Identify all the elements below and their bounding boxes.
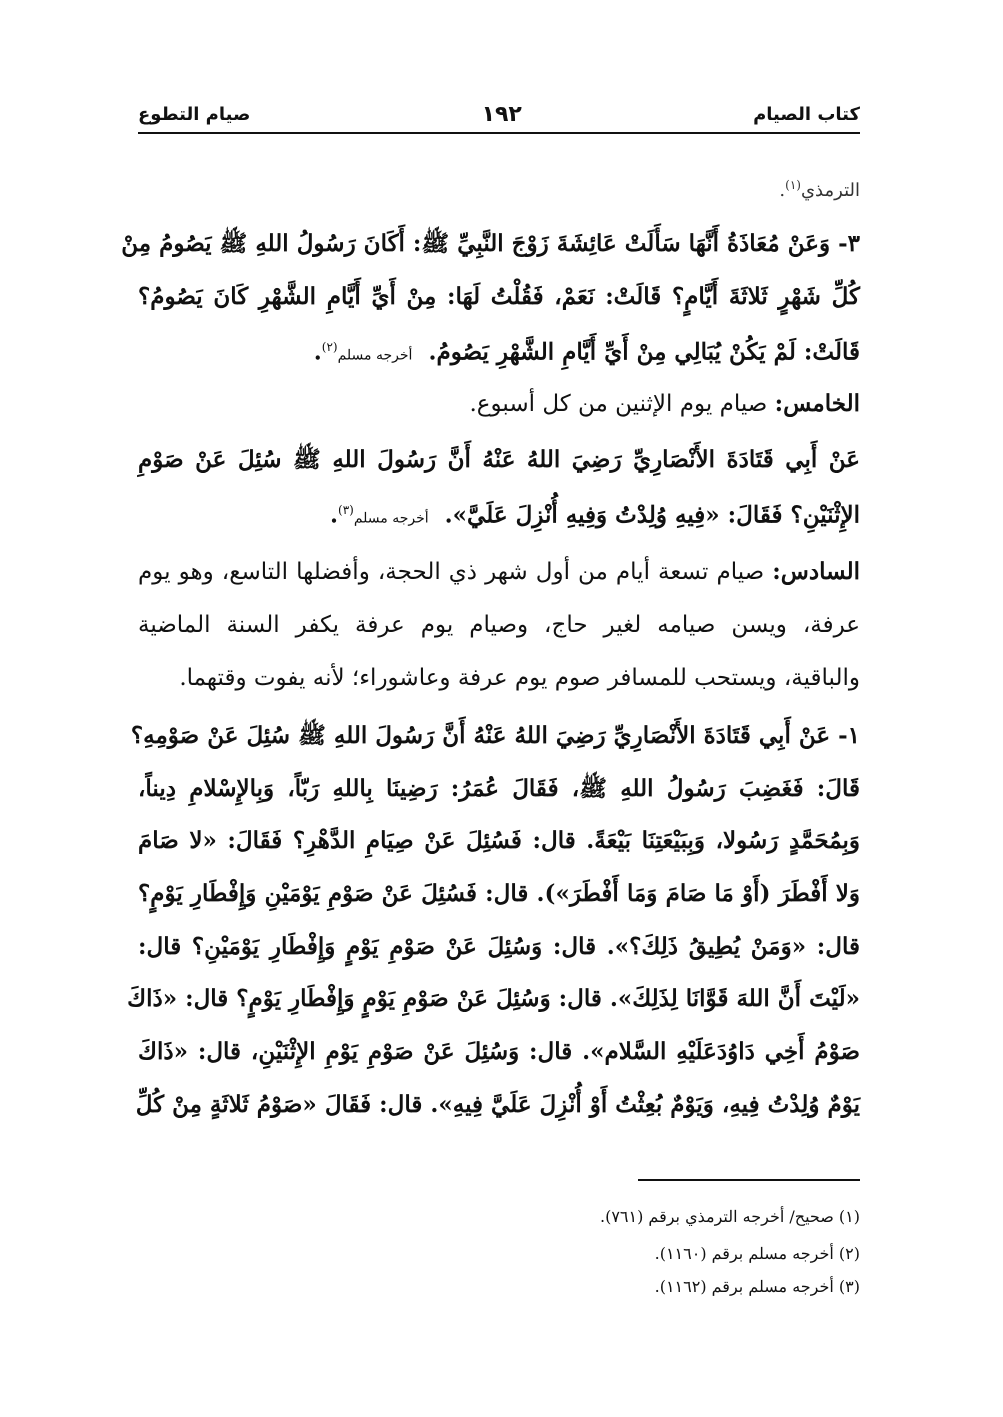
punctuation: .	[779, 180, 786, 201]
hadith-1-line-5: قال: «وَمَنْ يُطِيقُ ذَلِكَ؟». قال: وَسُئِلَ عَنْ صَوْمِ يَوْمٍ وَإِفْطَارِ يَوْمَيْنِ؟ قال:	[138, 933, 860, 960]
footnote-divider	[638, 1179, 860, 1181]
hadith-1-line-1: ١- عَنْ أَبِي قَتَادَةَ الأَنْصَارِيِّ رَضِيَ اللهُ عَنْهُ أَنَّ رَسُولَ اللهِ ﷺ سُئِلَ عَنْ صَوْمِهِ؟	[130, 722, 860, 749]
footnote-1: (١) صحيح/ أخرجه الترمذي برقم (٧٦١).	[599, 1207, 860, 1226]
footnote-ref: (٢)	[321, 340, 338, 354]
paragraph-line: والباقية، ويستحب للمسافر صوم يوم عرفة وعاشوراء؛ لأنه يفوت وقتهما.	[179, 665, 860, 691]
hadith-monday-line-2	[330, 493, 860, 536]
line-text: الإِثْنَيْنِ؟ فَقَالَ: «فِيهِ وُلِدْتُ وَفِيهِ أُنْزِلَ عَلَيَّ».	[444, 501, 860, 529]
section-label: الخامس:	[774, 390, 860, 417]
punctuation: .	[313, 338, 322, 366]
footnote-2: (٢) أخرجه مسلم برقم (١١٦٠).	[654, 1244, 860, 1263]
section-heading-sixth	[138, 555, 860, 589]
hadith-1-line-8: يَوْمٌ وُلِدْتُ فِيهِ، وَيَوْمٌ بُعِثْتُ أَوْ أُنْزِلَ عَلَيَّ فِيهِ». قال: فَقَالَ «صَوْمُ ثَلاثَةٍ مِنْ كُلِّ	[135, 1091, 860, 1118]
section-heading-fifth	[469, 387, 860, 421]
page-number: ١٩٢	[481, 101, 522, 127]
footnote-ref: (٣)	[338, 503, 354, 517]
header-section-title: صيام التطوع	[138, 103, 251, 125]
section-label: السادس:	[772, 558, 860, 585]
source-citation: أخرجه مسلم	[337, 347, 413, 364]
hadith-1-line-6: «لَيْتَ أَنَّ اللهَ قَوَّانَا لِذَلِكَ». قال: وَسُئِلَ عَنْ صَوْمِ يَوْمٍ وَإِفْطَارِ يَوْمٍ؟ قال: «ذَاكَ	[127, 985, 860, 1012]
hadith-1-line-2: قَالَ: فَغَضِبَ رَسُولُ اللهِ ﷺ، فَقَالَ عُمَرُ: رَضِينَا بِاللهِ رَبّاً، وَبِالإِسْلامِ دِيناً،	[138, 775, 860, 802]
punctuation: .	[329, 501, 338, 529]
paragraph-line: عرفة، ويسن صيامه لغير حاج، وصيام يوم عرفة يكفر السنة الماضية	[138, 612, 860, 638]
hadith-1-line-7: صَوْمُ أَخِي دَاوُدَعَلَيْهِ السَّلام». قال: وَسُئِلَ عَنْ صَوْمِ يَوْمِ الإِثْنَيْنِ، قال: «ذَاكَ	[138, 1038, 860, 1065]
hadith-3-line-1: ٣- وَعَنْ مُعَاذَةُ أَنَّهَا سَأَلَتْ عَائِشَةَ زَوْجَ النَّبِيِّ ﷺ: أَكَانَ رَسُولُ اللهِ ﷺ يَصُومُ مِنْ	[121, 230, 860, 257]
source-citation: أخرجه مسلم	[353, 510, 429, 527]
running-header	[138, 100, 860, 128]
line-text: الترمذي	[800, 180, 860, 201]
header-book-title: كتاب الصيام	[753, 103, 860, 125]
hadith-3-line-3	[314, 330, 860, 373]
line-text: قَالَتْ: لَمْ يَكُنْ يُبَالِي مِنْ أَيِّ أَيَّامِ الشَّهْرِ يَصُومُ.	[428, 338, 860, 366]
text-line	[779, 168, 860, 208]
hadith-1-line-3: وَبِمُحَمَّدٍ رَسُولا، وَبِبَيْعَتِنَا بَيْعَةً. قال: فَسُئِلَ عَنْ صِيَامِ الدَّهْرِ؟ فَقَالَ: «لا صَامَ	[138, 827, 860, 854]
section-text: صيام يوم الإثنين من كل أسبوع.	[469, 391, 768, 417]
footnote-3: (٣) أخرجه مسلم برقم (١١٦٢).	[654, 1277, 860, 1296]
section-text: صيام تسعة أيام من أول شهر ذي الحجة، وأفضلها التاسع، وهو يوم	[138, 559, 765, 585]
hadith-monday-line-1: عَنْ أَبِي قَتَادَةَ الأَنْصَارِيِّ رَضِيَ اللهُ عَنْهُ أَنَّ رَسُولَ اللهِ ﷺ سُئِلَ عَنْ صَوْمِ	[138, 446, 860, 473]
footnote-ref: (١)	[785, 178, 801, 192]
hadith-3-line-2: كُلِّ شَهْرٍ ثَلاثَةَ أَيَّامٍ؟ قَالَتْ: نَعَمْ، فَقُلْتُ لَهَا: مِنْ أَيِّ أَيَّامِ الشَّهْرِ كَانَ يَصُومُ؟	[138, 283, 860, 310]
hadith-1-line-4: وَلا أَفْطَرَ (أَوْ مَا صَامَ وَمَا أَفْطَرَ»). قال: فَسُئِلَ عَنْ صَوْمِ يَوْمَيْنِ وَإِفْطَارِ يَوْمٍ؟	[138, 880, 860, 907]
header-divider	[138, 132, 860, 134]
